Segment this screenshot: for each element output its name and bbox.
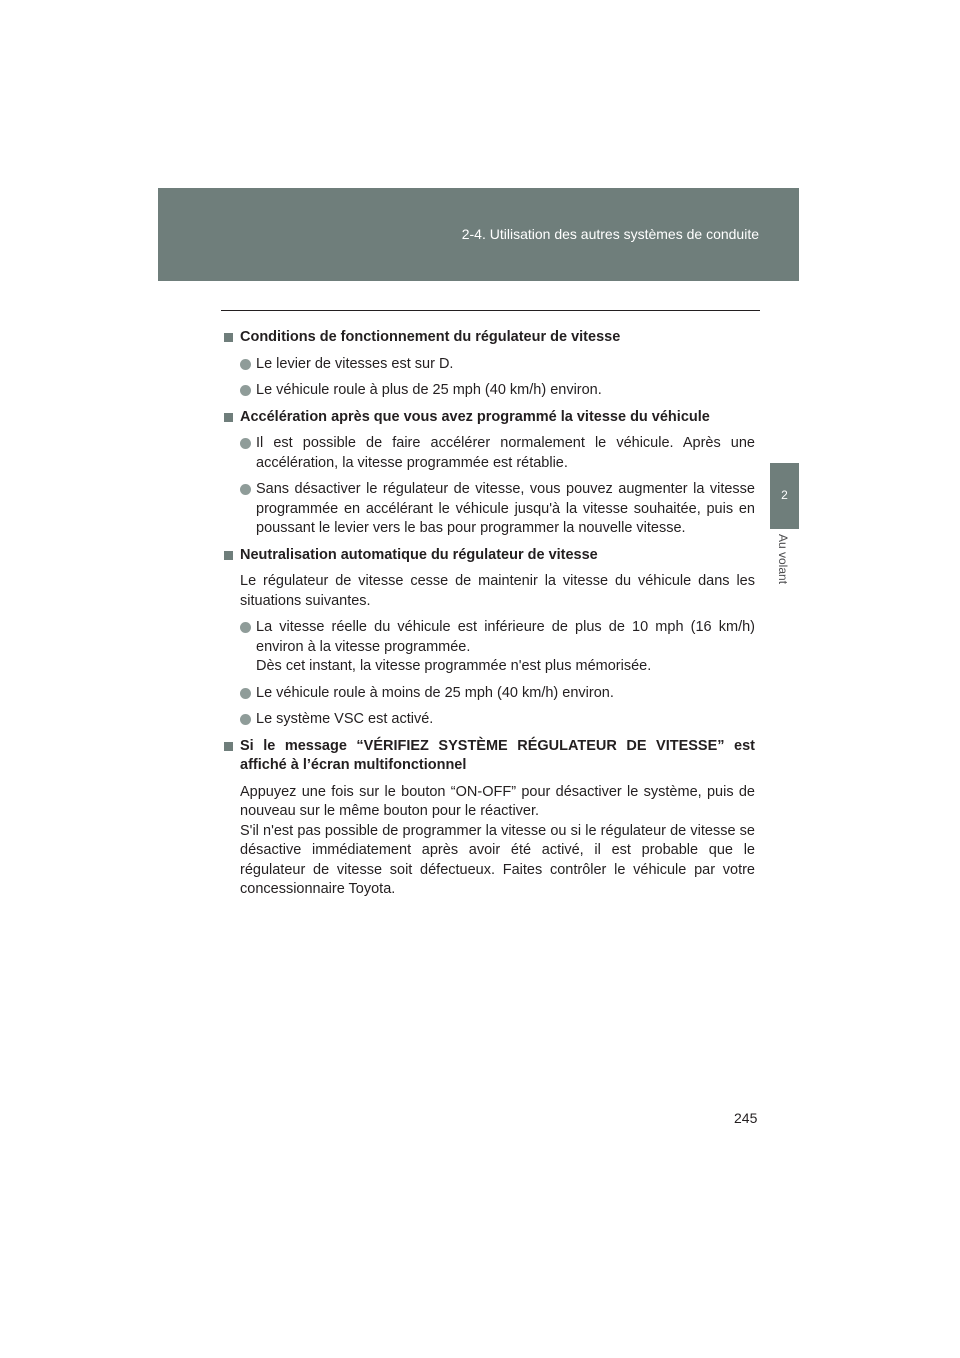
list-item-text: Le véhicule roule à plus de 25 mph (40 km/h) environ. [256, 382, 602, 398]
round-bullet-icon [240, 438, 251, 449]
chapter-number: 2 [781, 488, 788, 502]
list-item [240, 684, 755, 704]
round-bullet-icon [240, 484, 251, 495]
chapter-tab [770, 463, 799, 529]
chapter-label: Au volant [776, 534, 790, 585]
section-heading [223, 328, 755, 348]
round-bullet-icon [240, 714, 251, 725]
list-item-text: Le système VSC est activé. [256, 711, 434, 727]
square-bullet-icon [224, 413, 233, 422]
header-band [158, 188, 799, 281]
round-bullet-icon [240, 688, 251, 699]
round-bullet-icon [240, 622, 251, 633]
list-item [240, 618, 755, 677]
list-item [240, 355, 755, 375]
section-title: 2-4. Utilisation des autres systèmes de conduite [461, 226, 759, 242]
heading-text: Conditions de fonctionnement du régulateur de vitesse [240, 329, 621, 345]
section-heading [223, 546, 755, 566]
list-item [240, 381, 755, 401]
top-rule [221, 310, 760, 311]
section-paragraph: Appuyez une fois sur le bouton “ON-OFF” pour désactiver le système, puis de nouveau sur le même bouton pour le réactiver. S'il n'est pas possible de programmer la vitesse ou si le régulateur de vitesse se désactive immédiatement après avoir été activé, il est probable que le régulateur de vitesse soit défectueux. Faites contrôler le véhicule par votre concessionnaire Toyota. [240, 783, 755, 897]
round-bullet-icon [240, 385, 251, 396]
heading-text: Accélération après que vous avez programmé la vitesse du véhicule [240, 408, 710, 425]
section-intro: Le régulateur de vitesse cesse de maintenir la vitesse du véhicule dans les situations suivantes. [240, 573, 755, 609]
list-item [240, 480, 755, 539]
section-heading [223, 737, 755, 776]
heading-text: Neutralisation automatique du régulateur de vitesse [240, 546, 598, 563]
round-bullet-icon [240, 359, 251, 370]
heading-text: Si le message “VÉRIFIEZ SYSTÈME RÉGULATEUR DE VITESSE” est affiché à l’écran multifonctionnel [240, 737, 755, 773]
list-item-text: Sans désactiver le régulateur de vitesse, vous pouvez augmenter la vitesse programmée en accélérant le véhicule jusqu'à la vitesse souhaitée, puis en poussant le levier vers le bas pour programmer la nouvelle vitesse. [256, 481, 755, 536]
square-bullet-icon [224, 333, 233, 342]
list-item-text: Il est possible de faire accélérer normalement le véhicule. Après une accélération, la vitesse programmée est rétablie. [256, 435, 755, 471]
list-item [240, 434, 755, 473]
square-bullet-icon [224, 551, 233, 560]
list-item-text: Le levier de vitesses est sur D. [256, 355, 454, 372]
main-content [223, 328, 755, 907]
page-number: 245 [734, 1110, 758, 1126]
section-heading [223, 408, 755, 428]
list-item-text: La vitesse réelle du véhicule est inférieure de plus de 10 mph (16 km/h) environ à la vitesse programmée. Dès cet instant, la vitesse programmée n'est plus mémorisée. [256, 619, 755, 674]
square-bullet-icon [224, 742, 233, 751]
list-item-text: Le véhicule roule à moins de 25 mph (40 km/h) environ. [256, 684, 614, 701]
list-item [240, 710, 755, 730]
